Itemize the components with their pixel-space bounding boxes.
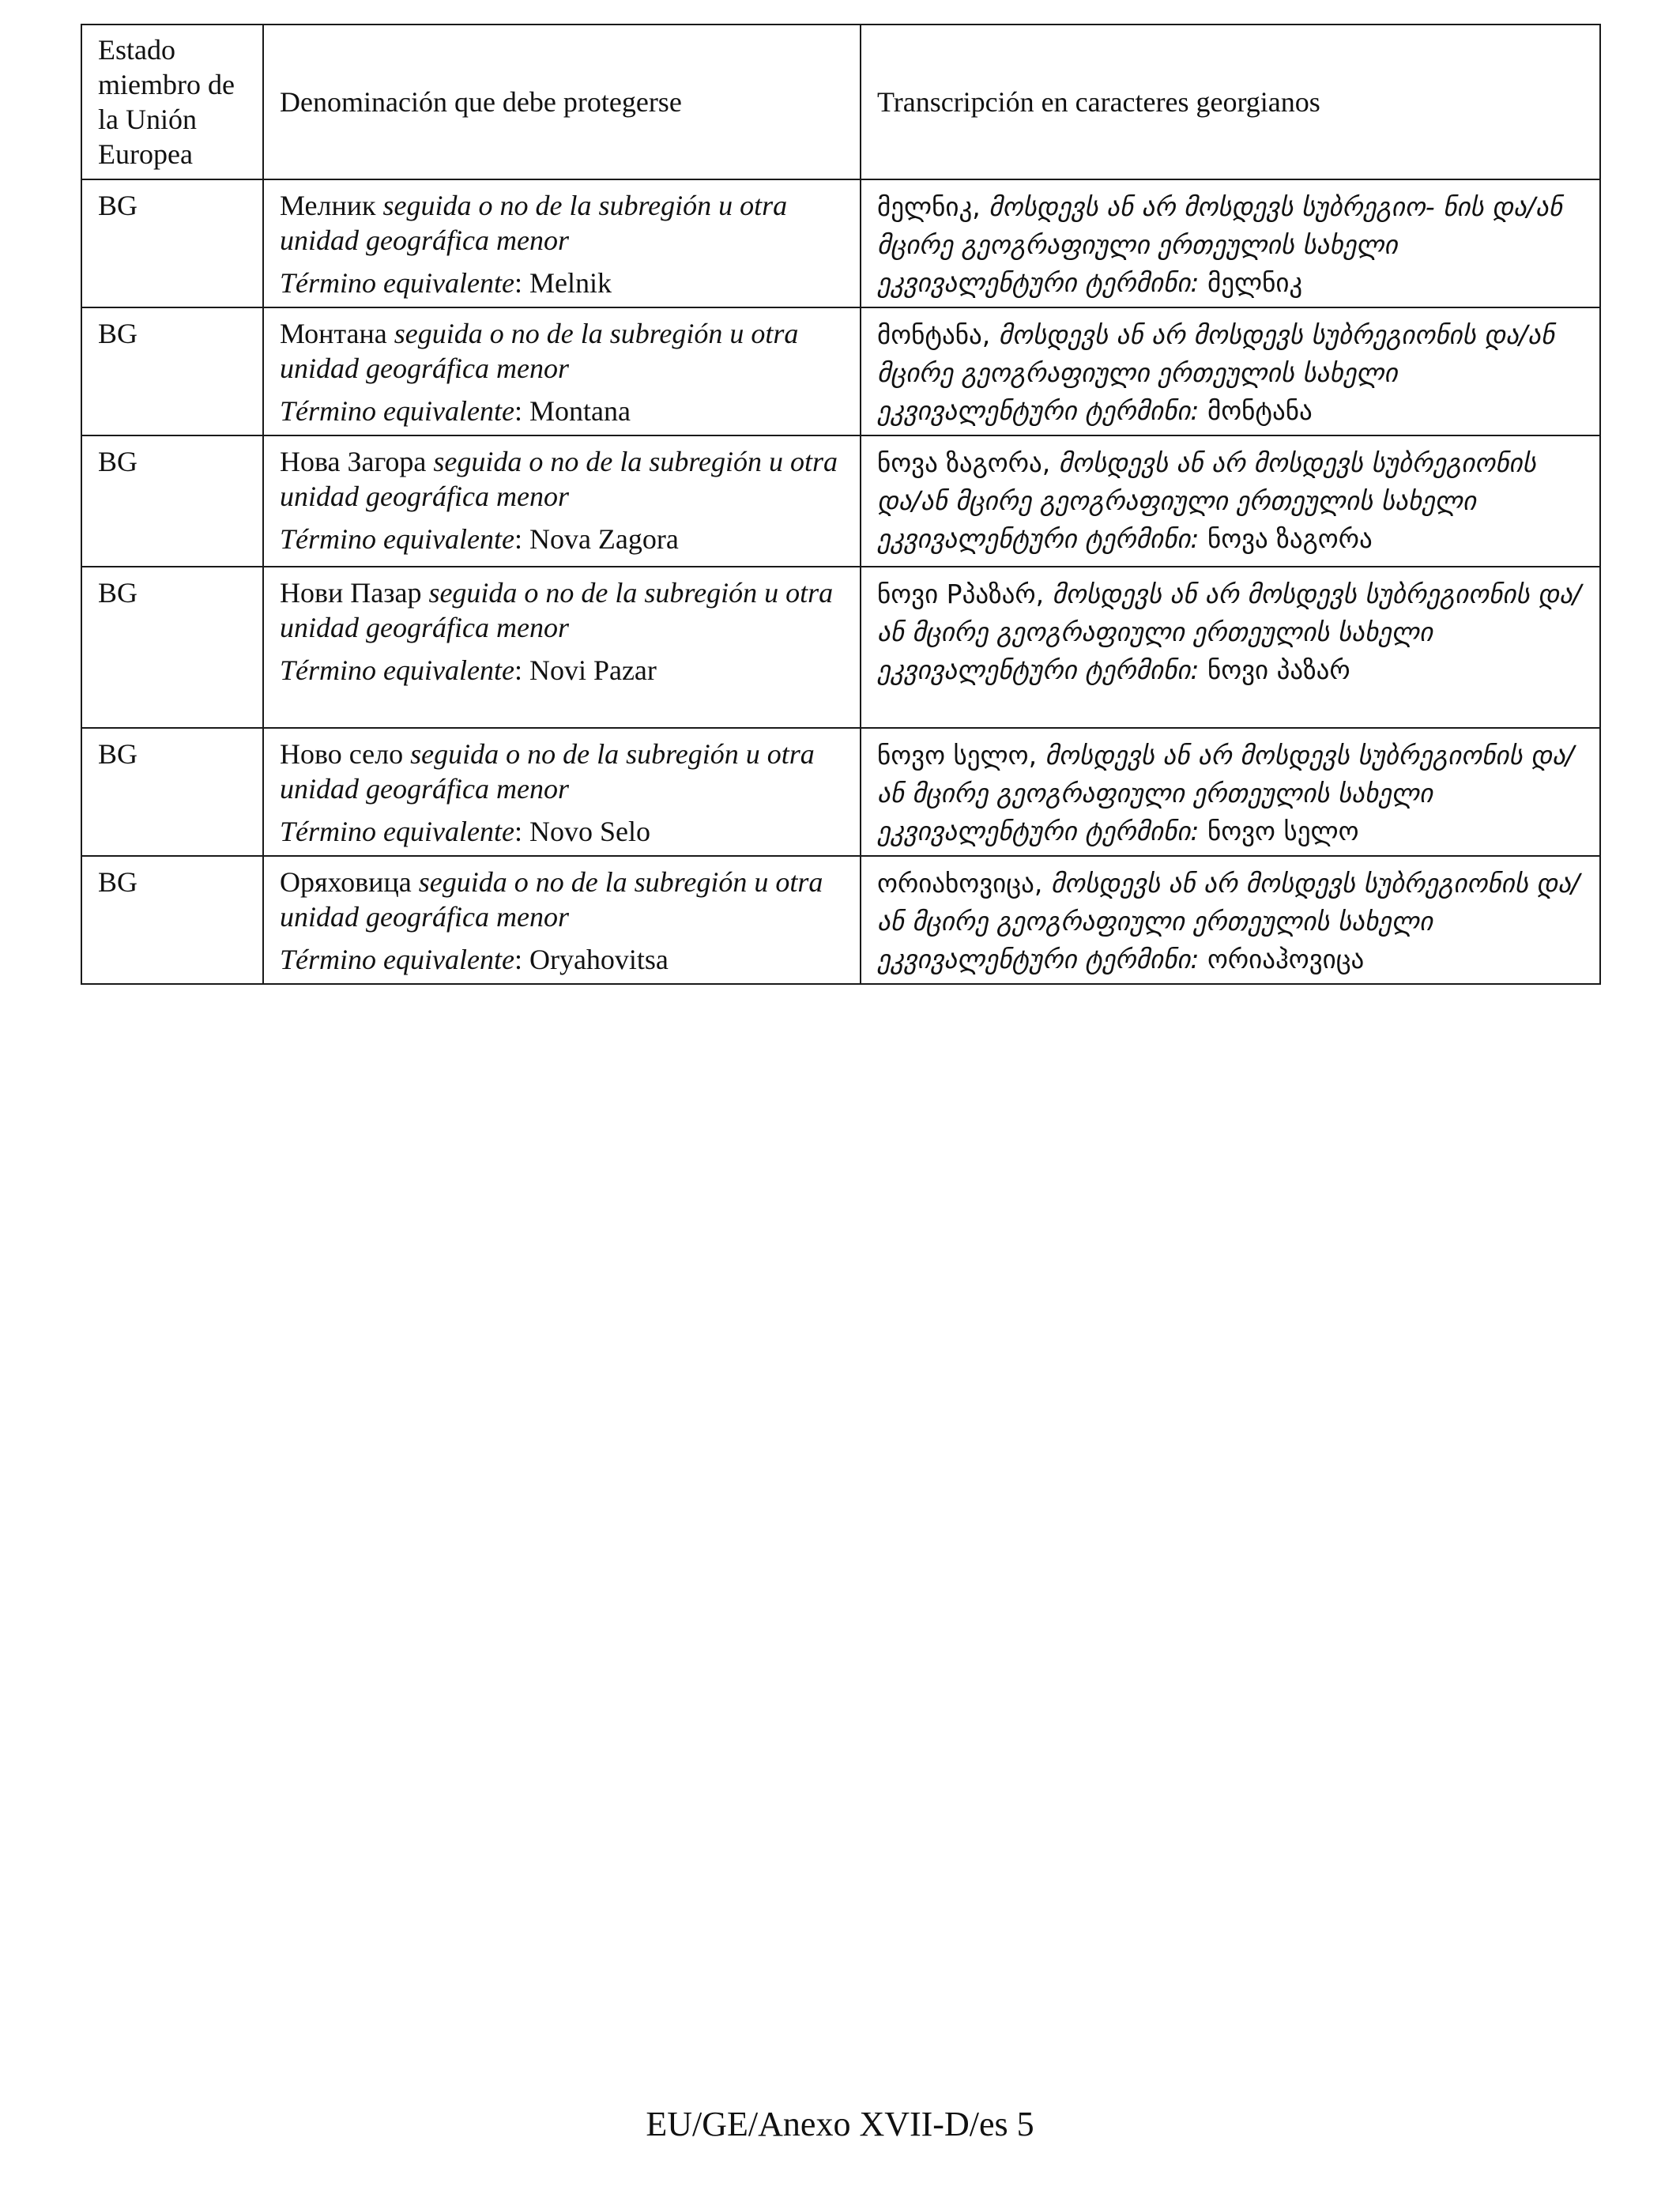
cell-protected-name — [263, 307, 861, 435]
geo-qualifier: მოსდევს ან არ მოსდევს სუბრეგიონის და/ან მცირე გეოგრაფიული ერთეულის სახელი — [877, 868, 1580, 937]
cell-protected-name — [263, 435, 861, 567]
name-qualifier: seguida o no de la subregión u otra unidad geográfica menor — [280, 866, 823, 933]
geo-term-line — [877, 520, 1584, 558]
geo-name: მელნიკ, — [877, 191, 981, 222]
equivalent-term: Novo Selo — [529, 816, 650, 847]
cell-protected-name — [263, 728, 861, 856]
name-cyrillic: Оряховица — [280, 866, 412, 898]
cell-georgian-transcription — [861, 307, 1600, 435]
geo-term-label: ეკვივალენტური ტერმინი: — [877, 654, 1200, 685]
name-line — [280, 188, 844, 258]
name-line — [280, 575, 844, 645]
cell-member-state: BG — [81, 307, 263, 435]
geo-name-line — [877, 444, 1584, 520]
geo-term-line — [877, 264, 1584, 302]
cell-georgian-transcription — [861, 567, 1600, 728]
equivalent-term-line: Término equivalente: Oryahovitsa — [280, 944, 669, 975]
geo-equivalent: მონტანა — [1207, 395, 1313, 426]
geo-name: ნოვა ზაგორა, — [877, 447, 1051, 478]
name-line — [280, 444, 844, 514]
name-cyrillic: Нови Пазар — [280, 577, 422, 609]
equivalent-term-line: Término equivalente: Montana — [280, 395, 631, 427]
geo-equivalent: ორიაჰოვიცა — [1207, 944, 1365, 974]
name-qualifier: seguida o no de la subregión u otra unidad geográfica menor — [280, 577, 834, 643]
table-row — [81, 179, 1600, 307]
geo-name-line — [877, 575, 1584, 651]
geo-name: მონტანა, — [877, 319, 991, 350]
term-label: Término equivalente — [280, 816, 514, 847]
geo-equivalent: ნოვო სელო — [1207, 816, 1359, 846]
geo-qualifier: მოსდევს ან არ მოსდევს სუბრეგიო- ნის და/ან მცირე გეოგრაფიული ერთეულის სახელი — [877, 191, 1563, 260]
name-cyrillic: Мелник — [280, 190, 376, 221]
equivalent-term: Novi Pazar — [529, 654, 657, 686]
name-qualifier: seguida o no de la subregión u otra unidad geográfica menor — [280, 190, 788, 256]
header-georgian-transcription: Transcripción en caracteres georgianos — [861, 25, 1600, 179]
term-label: Término equivalente — [280, 944, 514, 975]
cell-georgian-transcription — [861, 179, 1600, 307]
geo-term-label: ეკვივალენტური ტერმინი: — [877, 395, 1200, 426]
equivalent-term: Oryahovitsa — [529, 944, 669, 975]
geo-name-line — [877, 316, 1584, 392]
page-footer-reference: EU/GE/Anexo XVII-D/es 5 — [646, 2105, 1034, 2143]
geo-qualifier: მოსდევს ან არ მოსდევს სუბრეგიონის და/ან მცირე გეოგრაფიული ერთეულის სახელი — [877, 740, 1574, 809]
geo-equivalent: ნოვა ზაგორა — [1207, 523, 1373, 554]
equivalent-term-line: Término equivalente: Novo Selo — [280, 816, 650, 847]
geo-term-label: ეკვივალენტური ტერმინი: — [877, 267, 1200, 298]
geo-term-line — [877, 941, 1584, 978]
cell-member-state: BG — [81, 435, 263, 567]
denominations-table — [81, 24, 1601, 985]
geo-name: ორიახოვიცა, — [877, 868, 1043, 899]
geo-term-line — [877, 651, 1584, 689]
geo-name: ნოვი Pპაზარ, — [877, 579, 1045, 609]
geo-name-line — [877, 865, 1584, 941]
equivalent-term: Nova Zagora — [529, 523, 679, 555]
geo-term-line — [877, 392, 1584, 430]
table-row — [81, 435, 1600, 567]
cell-georgian-transcription — [861, 856, 1600, 984]
geo-name: ნოვო სელო, — [877, 740, 1038, 771]
cell-member-state: BG — [81, 728, 263, 856]
equivalent-term: Melnik — [529, 267, 612, 299]
name-cyrillic: Нова Загора — [280, 446, 427, 477]
equivalent-term-line: Término equivalente: Melnik — [280, 267, 612, 299]
cell-member-state: BG — [81, 567, 263, 728]
equivalent-term: Montana — [529, 395, 631, 427]
name-cyrillic: Монтана — [280, 318, 387, 349]
table-header-row — [81, 25, 1600, 179]
cell-protected-name — [263, 856, 861, 984]
name-qualifier: seguida o no de la subregión u otra unidad geográfica menor — [280, 738, 815, 805]
geo-qualifier: მოსდევს ან არ მოსდევს სუბრეგიონის და/ან მცირე გეოგრაფიული ერთეულის სახელი — [877, 447, 1536, 516]
geo-equivalent: მელნიკ — [1207, 267, 1303, 298]
cell-georgian-transcription — [861, 435, 1600, 567]
name-cyrillic: Ново село — [280, 738, 404, 770]
geo-term-label: ეკვივალენტური ტერმინი: — [877, 816, 1200, 846]
term-label: Término equivalente — [280, 395, 514, 427]
table-row — [81, 567, 1600, 728]
geo-name-line — [877, 737, 1584, 812]
geo-qualifier: მოსდევს ან არ მოსდევს სუბრეგიონის და/ან მცირე გეოგრაფიული ერთეულის სახელი — [877, 579, 1581, 647]
geo-equivalent: ნოვი პაზარ — [1207, 654, 1350, 685]
term-label: Término equivalente — [280, 654, 514, 686]
header-protected-name: Denominación que debe protegerse — [263, 25, 861, 179]
name-line — [280, 865, 844, 934]
geo-term-line — [877, 812, 1584, 850]
table-row — [81, 307, 1600, 435]
term-label: Término equivalente — [280, 267, 514, 299]
geo-name-line — [877, 188, 1584, 264]
equivalent-term-line: Término equivalente: Nova Zagora — [280, 523, 679, 555]
header-member-state: Estado miembro de la Unión Europea — [81, 25, 263, 179]
table-row — [81, 856, 1600, 984]
cell-protected-name — [263, 179, 861, 307]
equivalent-term-line: Término equivalente: Novi Pazar — [280, 654, 657, 686]
geo-qualifier: მოსდევს ან არ მოსდევს სუბრეგიონის და/ან მცირე გეოგრაფიული ერთეულის სახელი — [877, 319, 1555, 388]
geo-term-label: ეკვივალენტური ტერმინი: — [877, 523, 1200, 554]
cell-member-state: BG — [81, 179, 263, 307]
name-qualifier: seguida o no de la subregión u otra unidad geográfica menor — [280, 446, 838, 512]
cell-georgian-transcription — [861, 728, 1600, 856]
table-row — [81, 728, 1600, 856]
name-line — [280, 737, 844, 806]
cell-protected-name — [263, 567, 861, 728]
term-label: Término equivalente — [280, 523, 514, 555]
cell-member-state: BG — [81, 856, 263, 984]
name-qualifier: seguida o no de la subregión u otra unidad geográfica menor — [280, 318, 799, 384]
name-line — [280, 316, 844, 386]
geo-term-label: ეკვივალენტური ტერმინი: — [877, 944, 1200, 974]
